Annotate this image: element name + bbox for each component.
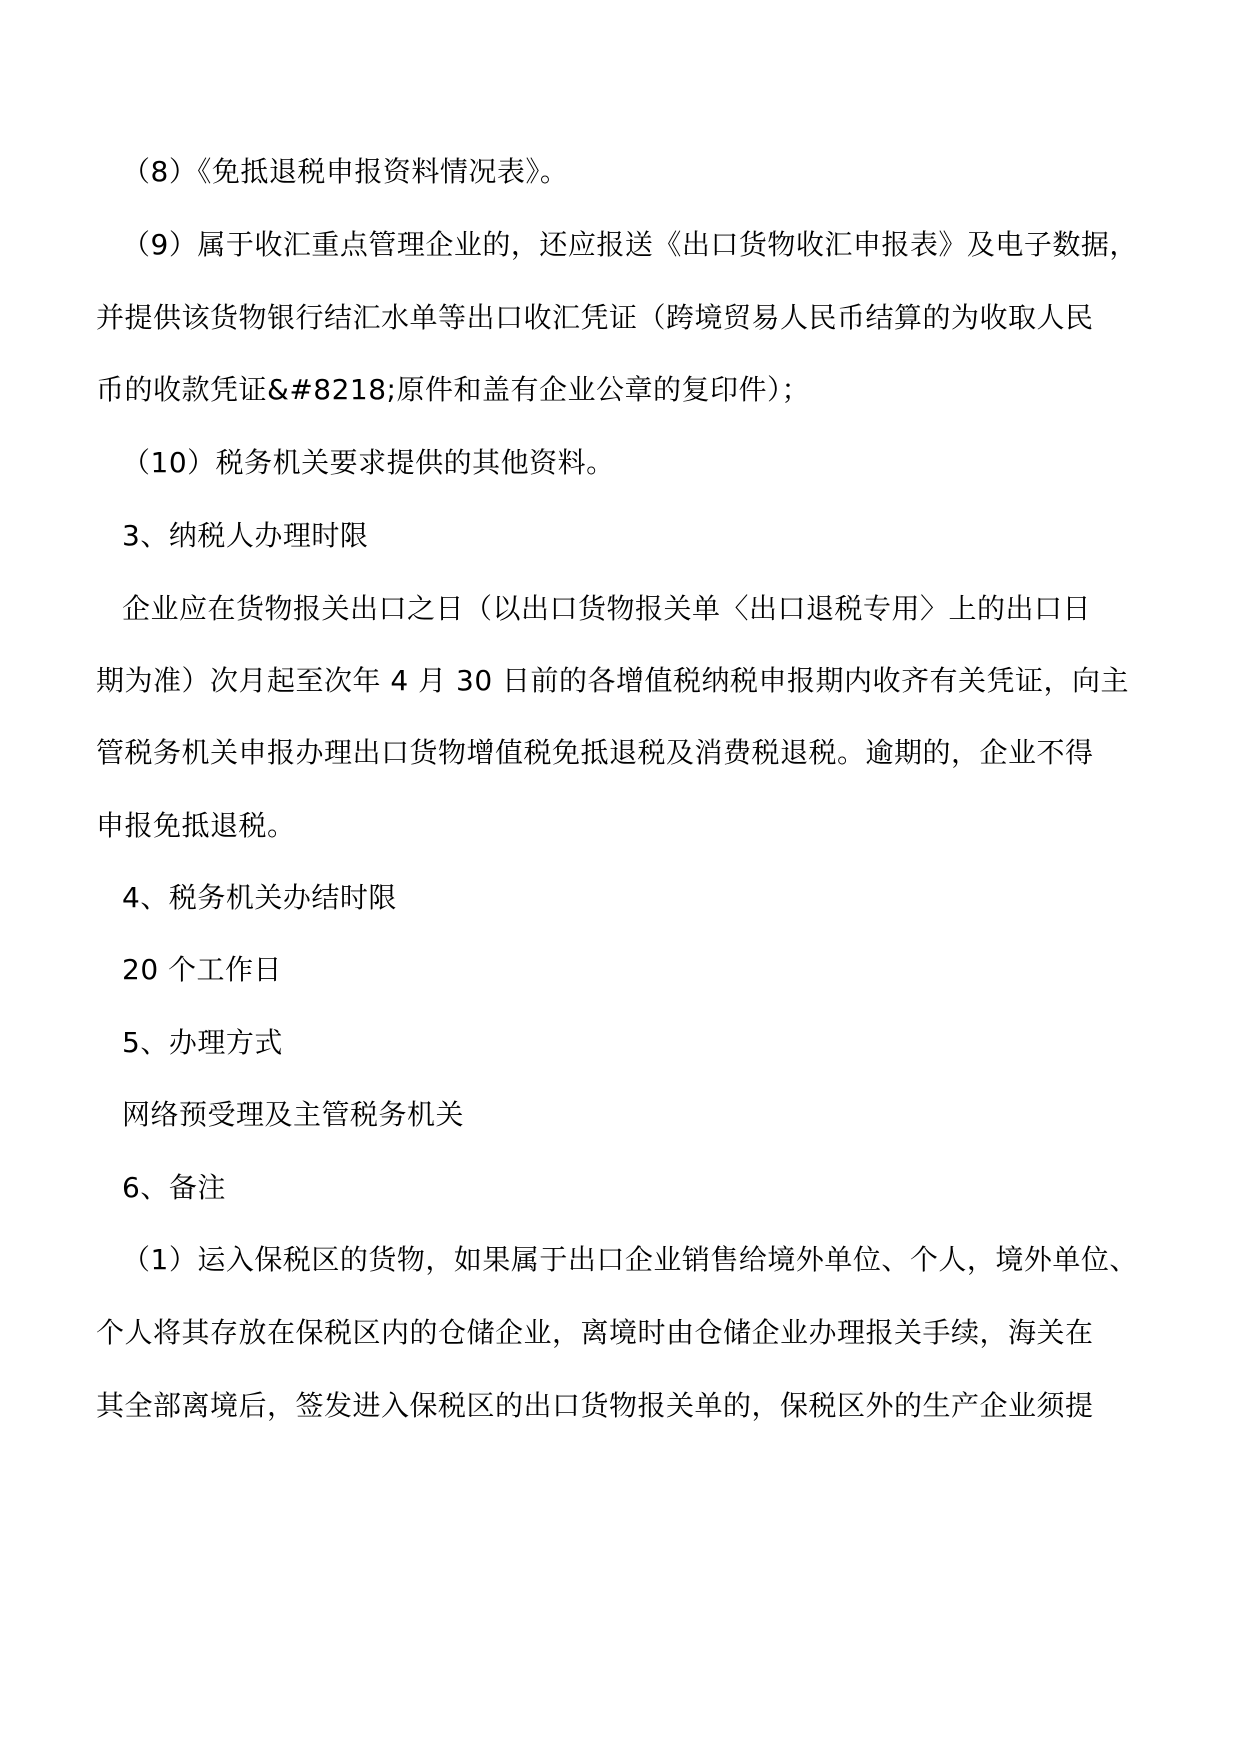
section-4-text: 20 个工作日 [122,953,283,986]
item-9-line-2: 并提供该货物银行结汇水单等出口收汇凭证（跨境贸易人民币结算的为收取人民 [96,301,1094,334]
item-9-line-3: 币的收款凭证&#8218;原件和盖有企业公章的复印件）； [96,373,810,406]
note-1-line-1: （1）运入保税区的货物，如果属于出口企业销售给境外单位、个人，境外单位、 [122,1243,1138,1276]
section-3-para-line-4: 申报免抵退税。 [96,809,296,842]
item-8: （8）《免抵退税申报资料情况表》。 [122,155,569,188]
section-3-para-line-2: 期为准）次月起至次年 4 月 30 日前的各增值税纳税申报期内收齐有关凭证，向主 [96,664,1130,697]
item-10: （10）税务机关要求提供的其他资料。 [122,446,615,479]
item-9-line-1: （9）属于收汇重点管理企业的，还应报送《出口货物收汇申报表》及电子数据， [122,228,1138,261]
note-1-line-3: 其全部离境后，签发进入保税区的出口货物报关单的，保税区外的生产企业须提 [96,1389,1094,1422]
section-5-heading: 5、办理方式 [122,1026,283,1059]
section-4-heading: 4、税务机关办结时限 [122,881,397,914]
section-3-heading: 3、纳税人办理时限 [122,519,369,552]
section-3-para-line-3: 管税务机关申报办理出口货物增值税免抵退税及消费税退税。逾期的，企业不得 [96,736,1094,769]
section-3-para-line-1: 企业应在货物报关出口之日（以出口货物报关单〈出口退税专用〉上的出口日 [122,592,1092,625]
section-5-text: 网络预受理及主管税务机关 [122,1098,465,1131]
note-1-line-2: 个人将其存放在保税区内的仓储企业，离境时由仓储企业办理报关手续，海关在 [96,1316,1094,1349]
section-6-heading: 6、备注 [122,1171,226,1204]
